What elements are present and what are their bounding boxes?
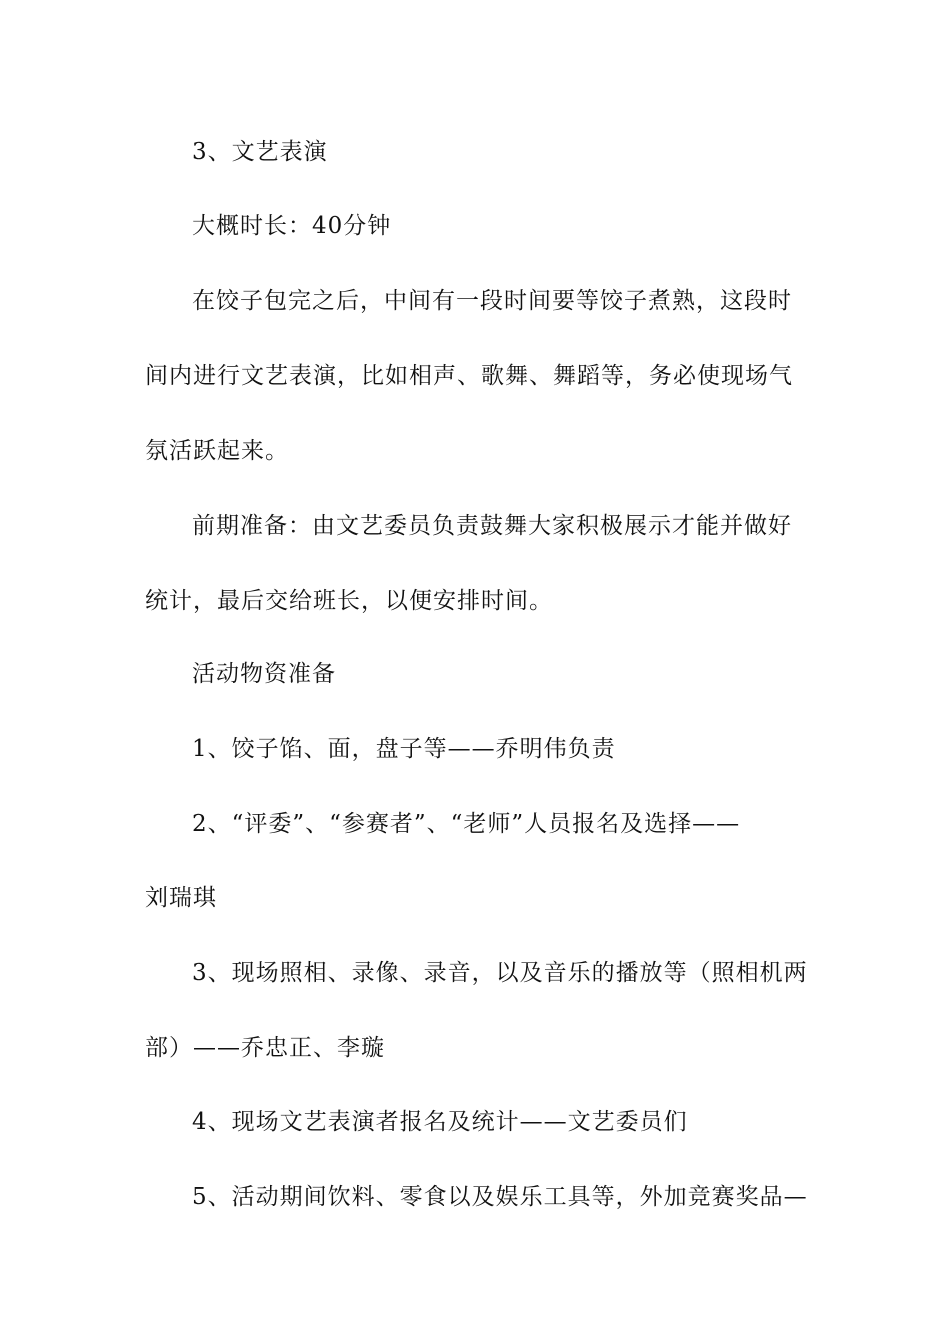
paragraph-line: 间内进行文艺表演，比如相声、歌舞、舞蹈等，务必使现场气 — [145, 363, 793, 389]
list-item-continuation: 部）——乔忠正、李璇 — [145, 1035, 385, 1061]
paragraph-line: 前期准备：由文艺委员负责鼓舞大家积极展示才能并做好 — [192, 513, 792, 539]
list-item-continuation: 刘瑞琪 — [145, 885, 217, 911]
paragraph-line: 统计，最后交给班长，以便安排时间。 — [145, 588, 553, 614]
list-item: 5、活动期间饮料、零食以及娱乐工具等，外加竞赛奖品— — [192, 1184, 808, 1210]
section-heading: 3、文艺表演 — [192, 139, 328, 165]
subsection-heading: 活动物资准备 — [192, 661, 336, 687]
duration-line: 大概时长：40分钟 — [192, 213, 392, 239]
paragraph-line: 氛活跃起来。 — [145, 438, 289, 464]
list-item: 4、现场文艺表演者报名及统计——文艺委员们 — [192, 1109, 688, 1135]
list-item: 1、饺子馅、面，盘子等——乔明伟负责 — [192, 736, 616, 762]
list-item: 3、现场照相、录像、录音，以及音乐的播放等（照相机两 — [192, 960, 808, 986]
list-item: 2、“评委”、“参赛者”、“老师”人员报名及选择—— — [192, 811, 741, 837]
paragraph-line: 在饺子包完之后，中间有一段时间要等饺子煮熟，这段时 — [192, 288, 792, 314]
